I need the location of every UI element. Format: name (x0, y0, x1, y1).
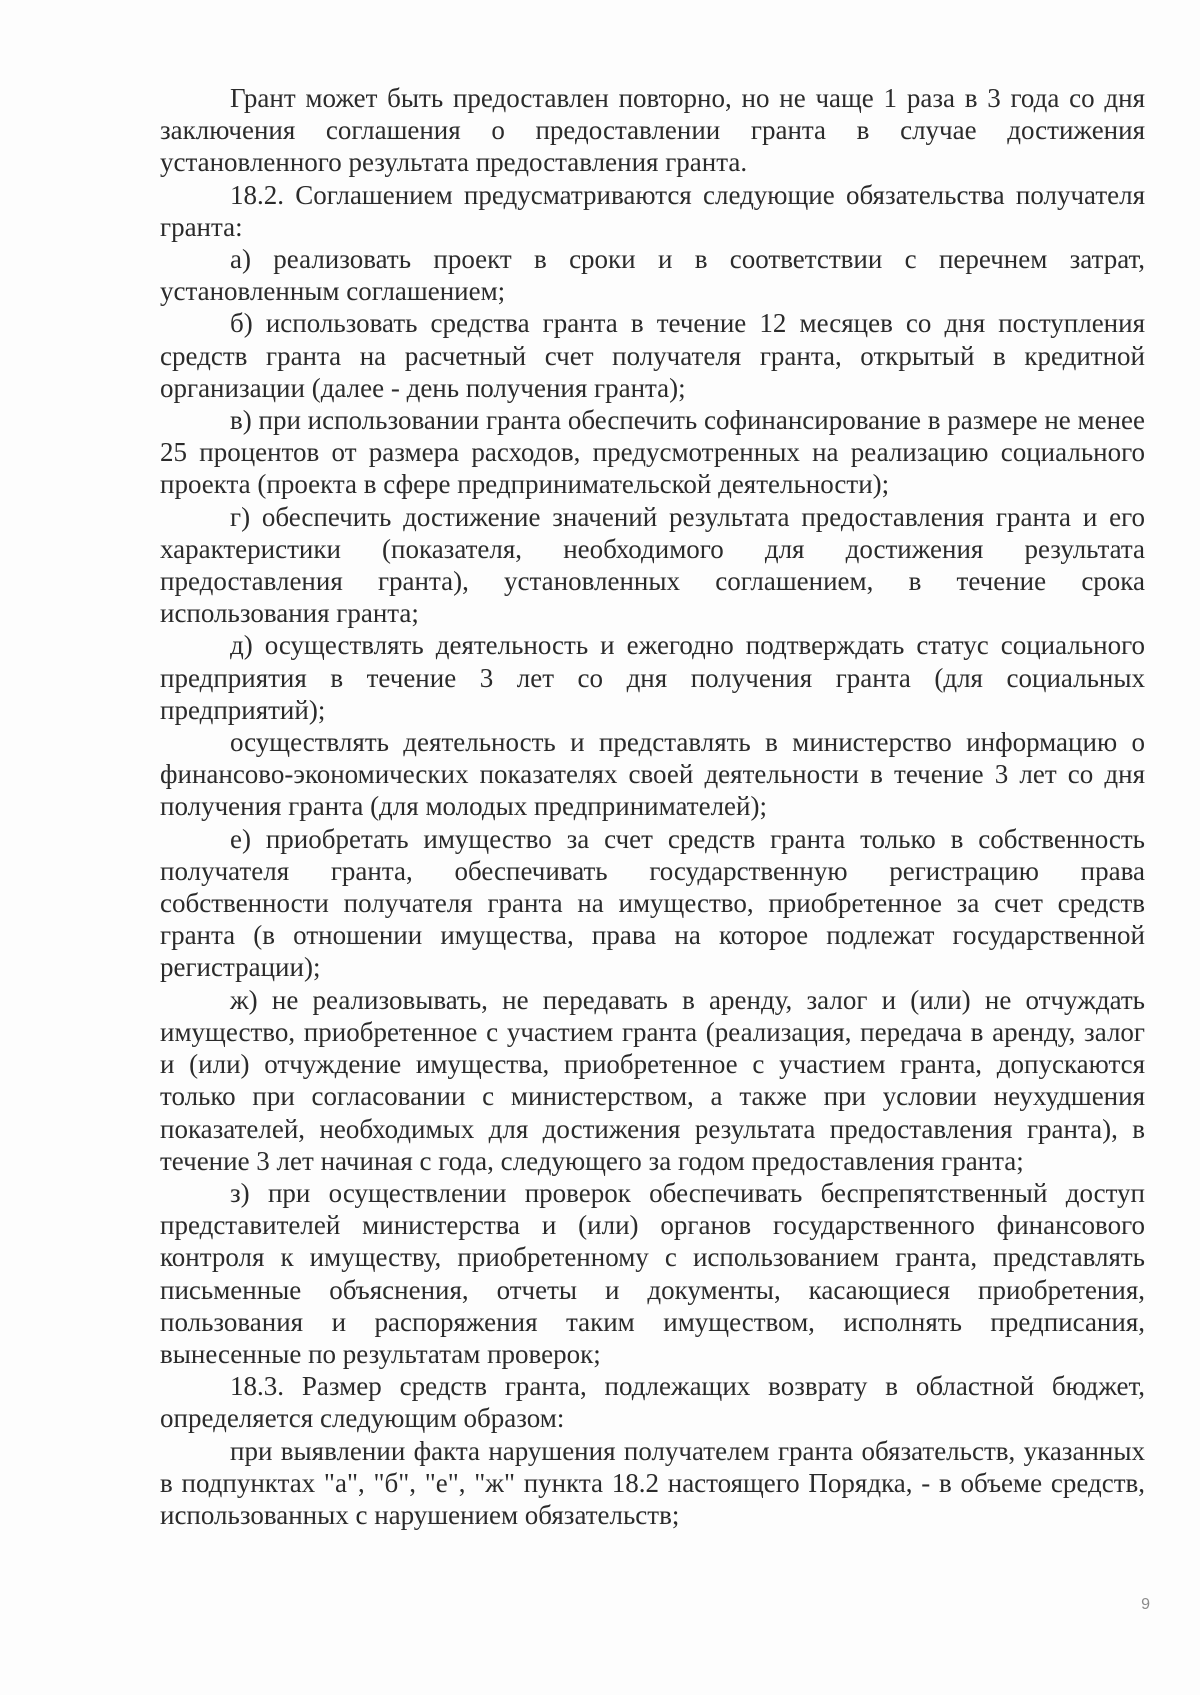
paragraph-18-2-g: г) обеспечить достижение значений результата предоставления гранта и его характеристики (показателя, необходимого для достижения результата предоставления гранта), установленных соглашением, в течение срока использования гранта; (160, 501, 1145, 629)
paragraph-18-2-b: б) использовать средства гранта в течение 12 месяцев со дня поступления средств гранта на расчетный счет получателя гранта, открытый в кредитной организации (далее - день получения гранта); (160, 308, 1145, 403)
paragraph-18-2-zh: ж) не реализовывать, не передавать в аренду, залог и (или) не отчуждать имущество, приобретенное с участием гранта (реализация, передача в аренду, залог и (или) отчуждение имущества, приобретенное с участием гранта, допускаются только при согласовании с министерством, а также при условии неухудшения показателей, необходимых для достижения результата предоставления гранта), в течение 3 лет начиная с года, следующего за годом предоставления гранта; (160, 984, 1145, 1176)
paragraph-18-2-d-young: осуществлять деятельность и представлять в министерство информацию о финансово-экономических показателях своей деятельности в течение 3 лет со дня получения гранта (для молодых предпринимателей); (160, 727, 1145, 822)
page-number: 9 (1141, 1596, 1150, 1613)
paragraph-18-3: 18.3. Размер средств гранта, подлежащих возврату в областной бюджет, определяется следующим образом: (160, 1371, 1145, 1434)
paragraph-18-2-v: в) при использовании гранта обеспечить софинансирование в размере не менее 25 процентов от размера расходов, предусмотренных на реализацию социального проекта (проекта в сфере предпринимательской деятельности); (160, 405, 1145, 500)
paragraph-18-2-d: д) осуществлять деятельность и ежегодно подтверждать статус социального предприятия в течение 3 лет со дня получения гранта (для социальных предприятий); (160, 630, 1145, 725)
document-body (160, 82, 1145, 1531)
paragraph-18-2-a: а) реализовать проект в сроки и в соответствии с перечнем затрат, установленным соглашением; (160, 244, 1145, 307)
paragraph-18-3-violation: при выявлении факта нарушения получателем гранта обязательств, указанных в подпунктах "а", "б", "е", "ж" пункта 18.2 настоящего Порядка, - в объеме средств, использованных с нарушением обязательств; (160, 1435, 1145, 1530)
paragraph-18-2-z: з) при осуществлении проверок обеспечивать беспрепятственный доступ представителей министерства и (или) органов государственного финансового контроля к имуществу, приобретенному с использованием гранта, представлять письменные объяснения, отчеты и документы, касающиеся приобретения, пользования и распоряжения таким имуществом, исполнять предписания, вынесенные по результатам проверок; (160, 1177, 1145, 1369)
paragraph-18-2: 18.2. Соглашением предусматриваются следующие обязательства получателя гранта: (160, 179, 1145, 242)
paragraph-grant-repeat: Грант может быть предоставлен повторно, но не чаще 1 раза в 3 года со дня заключения соглашения о предоставлении гранта в случае достижения установленного результата предоставления гранта. (160, 83, 1145, 178)
paragraph-18-2-e: е) приобретать имущество за счет средств гранта только в собственность получателя гранта, обеспечивать государственную регистрацию права собственности получателя гранта на имущество, приобретенное за счет средств гранта (в отношении имущества, права на которое подлежат государственной регистрации); (160, 823, 1145, 983)
